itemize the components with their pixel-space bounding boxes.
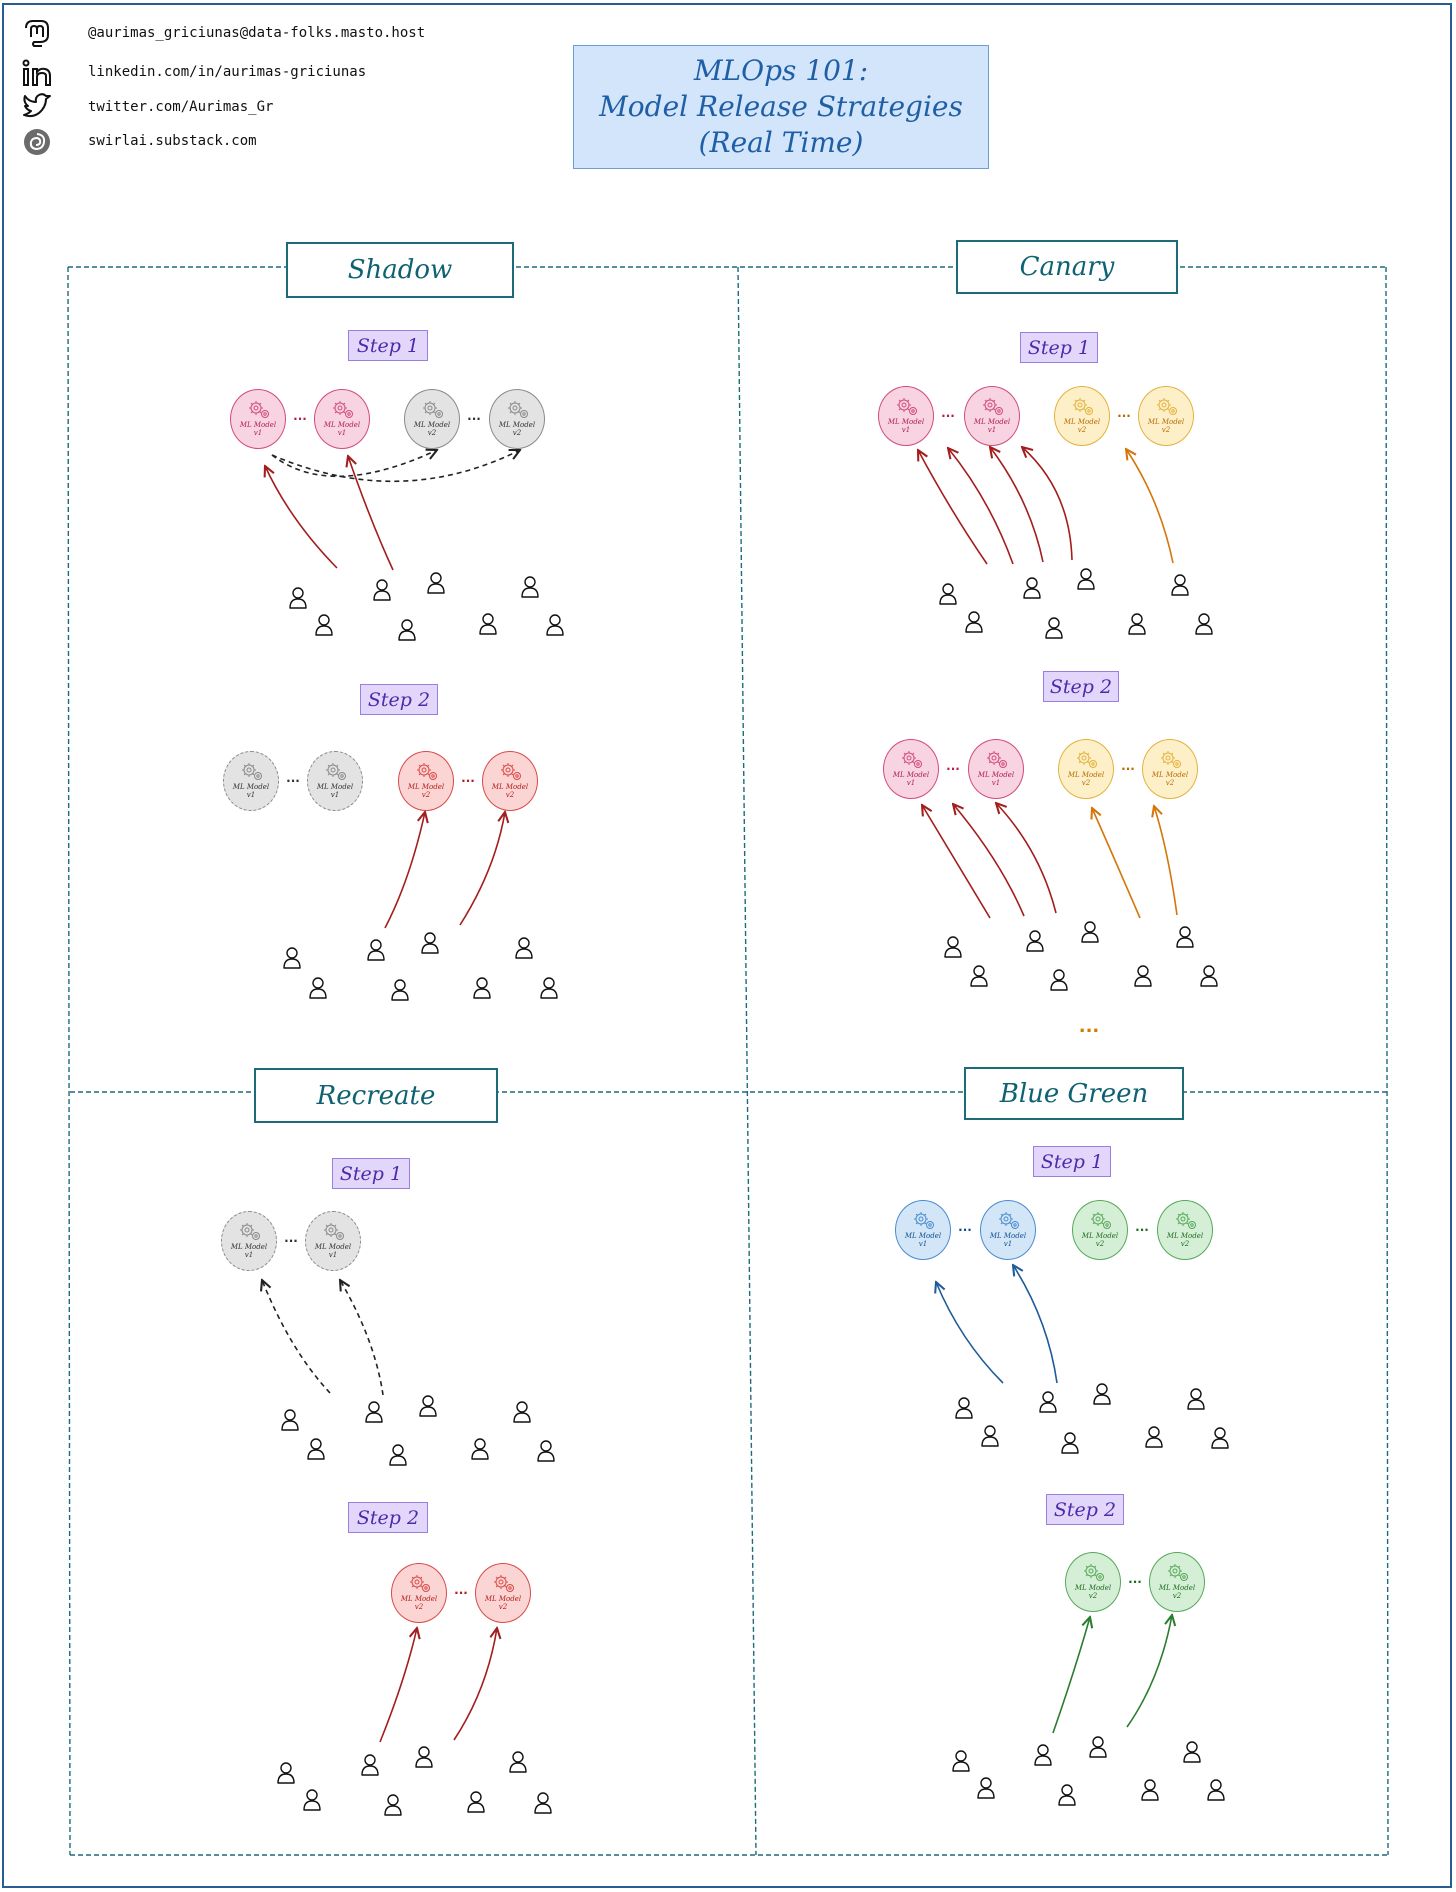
model-version: v2: [427, 429, 437, 437]
user-icon: [397, 618, 417, 642]
user-icon: [302, 1788, 322, 1812]
user-icon: [943, 935, 963, 959]
frame-left: [68, 267, 70, 1855]
user-icon: [1206, 1778, 1226, 1802]
model-name: ML Model: [904, 1232, 942, 1240]
model-name: ML Model: [239, 421, 277, 429]
model-name: ML Model: [1151, 771, 1189, 779]
gear-icon: [506, 399, 530, 421]
model-version: v2: [1165, 779, 1175, 787]
user-icon: [969, 964, 989, 988]
model-version: v1: [918, 1240, 928, 1248]
model-name: ML Model: [1147, 418, 1185, 426]
model-version: v2: [1180, 1240, 1190, 1248]
user-icon: [1182, 1740, 1202, 1764]
gear-icon: [1082, 1562, 1106, 1584]
social-linkedin-text: linkedin.com/in/aurimas-griciunas: [88, 64, 367, 80]
gear-icon: [900, 749, 924, 771]
model-version: v2: [498, 1603, 508, 1611]
bluegreen-step1-arrow: [1013, 1265, 1057, 1383]
bluegreen-step1-model-v1: [980, 1200, 1036, 1260]
gear-icon: [421, 399, 445, 421]
model-name: ML Model: [316, 783, 354, 791]
user-icon: [545, 613, 565, 637]
title-line-2: Model Release Strategies: [599, 90, 963, 123]
user-icon: [1175, 925, 1195, 949]
bluegreen-step1-model-v1: [895, 1200, 951, 1260]
model-version: v1: [244, 1251, 254, 1259]
user-icon: [1025, 929, 1045, 953]
canary-step2-model-v1: [968, 739, 1024, 799]
recreate-step1-arrow: [262, 1280, 330, 1393]
shadow-step1-model-v1: [230, 389, 286, 449]
model-name: ML Model: [323, 421, 361, 429]
canary-step1-arrow: [918, 450, 987, 564]
user-icon: [980, 1424, 1000, 1448]
panel-title-recreate: Recreate: [254, 1068, 498, 1123]
bluegreen-step2-ellipsis: ...: [1128, 1572, 1142, 1586]
shadow-step2-ellipsis: ...: [286, 771, 300, 785]
gear-icon: [895, 396, 919, 418]
social-substack-text: swirlai.substack.com: [88, 133, 257, 149]
model-version: v1: [987, 426, 997, 434]
user-icon: [1092, 1382, 1112, 1406]
gear-icon: [997, 1210, 1021, 1232]
user-icon: [420, 931, 440, 955]
panel-title-blue-green: Blue Green: [964, 1067, 1184, 1120]
user-icon: [288, 586, 308, 610]
model-name: ML Model: [892, 771, 930, 779]
user-icon: [390, 978, 410, 1002]
model-name: ML Model: [1063, 418, 1101, 426]
model-name: ML Model: [989, 1232, 1027, 1240]
gear-icon: [324, 761, 348, 783]
model-name: ML Model: [314, 1243, 352, 1251]
user-icon: [1127, 612, 1147, 636]
model-version: v2: [1077, 426, 1087, 434]
model-version: v2: [1172, 1592, 1182, 1600]
user-icon: [366, 938, 386, 962]
bluegreen-step2-arrow: [1053, 1617, 1090, 1733]
user-icon: [388, 1443, 408, 1467]
recreate-step1-model-v1: [305, 1211, 361, 1271]
user-icon: [1199, 964, 1219, 988]
model-version: v1: [246, 791, 256, 799]
recreate-step2-model-v2: [391, 1563, 447, 1623]
shadow-step1-model-v2: [404, 389, 460, 449]
user-icon: [472, 976, 492, 1000]
shadow-step2-model-v1: [307, 751, 363, 811]
shadow-step-2-label: Step 2: [360, 684, 438, 715]
title-line-1: MLOps 101:: [693, 54, 869, 87]
user-icon: [470, 1437, 490, 1461]
model-version: v1: [901, 426, 911, 434]
canary-step1-ellipsis: ...: [941, 406, 955, 420]
user-icon: [372, 578, 392, 602]
model-version: v2: [1081, 779, 1091, 787]
recreate-step1-ellipsis: ...: [284, 1231, 298, 1245]
model-version: v2: [1161, 426, 1171, 434]
model-version: v1: [328, 1251, 338, 1259]
canary-step2-arrow: [996, 803, 1056, 913]
recreate-step1-model-v1: [221, 1211, 277, 1271]
user-icon: [1186, 1387, 1206, 1411]
bluegreen-step1-ellipsis: ...: [958, 1220, 972, 1234]
shadow-step1-arrow: [265, 466, 337, 568]
user-icon: [276, 1761, 296, 1785]
model-version: v2: [1095, 1240, 1105, 1248]
user-icon: [951, 1749, 971, 1773]
user-icon: [282, 946, 302, 970]
shadow-step1-ellipsis: ...: [293, 409, 307, 423]
bluegreen-step-1-label: Step 1: [1033, 1146, 1111, 1177]
recreate-step2-ellipsis: ...: [454, 1583, 468, 1597]
model-version: v2: [1088, 1592, 1098, 1600]
user-icon: [466, 1790, 486, 1814]
user-icon: [360, 1753, 380, 1777]
user-icon: [414, 1745, 434, 1769]
shadow-step2-ellipsis: ...: [461, 771, 475, 785]
canary-step2-arrow: [1154, 806, 1177, 915]
panel-frames: [68, 267, 1388, 1855]
canary-step1-model-v2: [1054, 386, 1110, 446]
user-icon: [1194, 612, 1214, 636]
shadow-step1-model-v1: [314, 389, 370, 449]
user-icon: [520, 575, 540, 599]
canary-step2-ellipsis: ...: [946, 759, 960, 773]
model-version: v2: [421, 791, 431, 799]
user-icon: [539, 976, 559, 1000]
user-icon: [418, 1394, 438, 1418]
model-name: ML Model: [1081, 1232, 1119, 1240]
shadow-step2-model-v1: [223, 751, 279, 811]
bluegreen-step1-model-v2: [1157, 1200, 1213, 1260]
user-icon: [976, 1776, 996, 1800]
shadow-step2-model-v2: [482, 751, 538, 811]
model-name: ML Model: [887, 418, 925, 426]
panel-title-canary: Canary: [956, 240, 1178, 294]
user-icon: [1049, 968, 1069, 992]
panel-title-shadow: Shadow: [286, 242, 514, 298]
user-icon: [514, 936, 534, 960]
model-name: ML Model: [1074, 1584, 1112, 1592]
canary-step2-arrow: [953, 804, 1024, 916]
gear-icon: [1071, 396, 1095, 418]
user-icon: [280, 1408, 300, 1432]
model-name: ML Model: [1067, 771, 1105, 779]
recreate-step-1-label: Step 1: [332, 1158, 410, 1189]
user-icon: [1088, 1735, 1108, 1759]
gear-icon: [1155, 396, 1179, 418]
user-icon: [964, 610, 984, 634]
gear-icon: [238, 1221, 262, 1243]
shadow-step2-arrow: [460, 812, 505, 925]
recreate-step2-model-v2: [475, 1563, 531, 1623]
model-name: ML Model: [977, 771, 1015, 779]
shadow-step1-ellipsis: ...: [467, 409, 481, 423]
user-icon: [533, 1791, 553, 1815]
user-icon: [1144, 1425, 1164, 1449]
gear-icon: [322, 1221, 346, 1243]
bluegreen-step1-arrow: [936, 1282, 1003, 1383]
model-name: ML Model: [230, 1243, 268, 1251]
canary-step2-model-v2: [1058, 739, 1114, 799]
bluegreen-step1-ellipsis: ...: [1135, 1220, 1149, 1234]
model-version: v1: [330, 791, 340, 799]
model-version: v2: [505, 791, 515, 799]
user-icon: [536, 1439, 556, 1463]
canary-step1-arrow: [990, 447, 1043, 562]
recreate-step1-arrow: [340, 1280, 383, 1395]
canary-step1-model-v2: [1138, 386, 1194, 446]
canary-step1-ellipsis: ...: [1117, 406, 1131, 420]
gear-icon: [1174, 1210, 1198, 1232]
gear-icon: [985, 749, 1009, 771]
gear-icon: [247, 399, 271, 421]
user-icon: [306, 1437, 326, 1461]
user-icon: [1057, 1783, 1077, 1807]
user-icon: [938, 582, 958, 606]
model-name: ML Model: [413, 421, 451, 429]
bluegreen-step-2-label: Step 2: [1046, 1494, 1124, 1525]
model-name: ML Model: [498, 421, 536, 429]
model-name: ML Model: [400, 1595, 438, 1603]
user-icon: [1033, 1743, 1053, 1767]
user-icon: [1038, 1390, 1058, 1414]
gear-icon: [981, 396, 1005, 418]
gear-icon: [408, 1573, 432, 1595]
user-icon: [1076, 567, 1096, 591]
canary-step2-arrow: [1092, 808, 1140, 918]
user-icon: [383, 1793, 403, 1817]
shadow-step-1-label: Step 1: [348, 330, 428, 361]
canary-continuation: ...: [1078, 1016, 1100, 1037]
recreate-step-2-label: Step 2: [348, 1502, 428, 1533]
canary-step2-ellipsis: ...: [1121, 759, 1135, 773]
canary-step1-model-v1: [964, 386, 1020, 446]
bluegreen-step2-model-v2: [1149, 1552, 1205, 1612]
model-name: ML Model: [973, 418, 1011, 426]
shadow-step2-model-v2: [398, 751, 454, 811]
user-icon: [1210, 1426, 1230, 1450]
user-icon: [364, 1400, 384, 1424]
social-twitter-text: twitter.com/Aurimas_Gr: [88, 99, 274, 115]
canary-step1-model-v1: [878, 386, 934, 446]
gear-icon: [415, 761, 439, 783]
user-icon: [426, 571, 446, 595]
user-icon: [308, 976, 328, 1000]
canary-step2-model-v2: [1142, 739, 1198, 799]
model-version: v2: [512, 429, 522, 437]
model-name: ML Model: [232, 783, 270, 791]
social-mastodon-text: @aurimas_griciunas@data-folks.masto.host: [88, 25, 426, 41]
frame-right: [1386, 267, 1388, 1855]
model-version: v1: [1003, 1240, 1013, 1248]
canary-step2-arrow: [922, 805, 990, 918]
user-icon: [1060, 1431, 1080, 1455]
user-icon: [1080, 920, 1100, 944]
recreate-step2-arrow: [454, 1628, 497, 1740]
gear-icon: [499, 761, 523, 783]
bluegreen-step1-model-v2: [1072, 1200, 1128, 1260]
model-name: ML Model: [1166, 1232, 1204, 1240]
gear-icon: [240, 761, 264, 783]
gear-icon: [912, 1210, 936, 1232]
user-icon: [1170, 573, 1190, 597]
model-name: ML Model: [484, 1595, 522, 1603]
model-version: v1: [906, 779, 916, 787]
user-icon: [1140, 1778, 1160, 1802]
user-icon: [512, 1400, 532, 1424]
canary-step1-arrow: [1126, 449, 1173, 563]
bluegreen-step2-arrow: [1127, 1615, 1172, 1727]
canary-step-1-label: Step 1: [1020, 332, 1098, 363]
user-icon: [508, 1750, 528, 1774]
model-version: v1: [253, 429, 263, 437]
recreate-step2-arrow: [380, 1628, 417, 1742]
user-icon: [1044, 616, 1064, 640]
model-version: v1: [337, 429, 347, 437]
gear-icon: [492, 1573, 516, 1595]
gear-icon: [1075, 749, 1099, 771]
model-version: v2: [414, 1603, 424, 1611]
user-icon: [1022, 576, 1042, 600]
canary-step2-model-v1: [883, 739, 939, 799]
shadow-step1-model-v2: [489, 389, 545, 449]
user-icon: [314, 613, 334, 637]
user-icon: [1133, 964, 1153, 988]
model-name: ML Model: [491, 783, 529, 791]
bluegreen-step2-model-v2: [1065, 1552, 1121, 1612]
gear-icon: [1089, 1210, 1113, 1232]
model-name: ML Model: [1158, 1584, 1196, 1592]
model-version: v1: [991, 779, 1001, 787]
model-name: ML Model: [407, 783, 445, 791]
gear-icon: [1166, 1562, 1190, 1584]
frame-vertical-divider: [738, 267, 756, 1855]
user-icon: [954, 1396, 974, 1420]
shadow-step2-arrow: [385, 812, 425, 928]
canary-step-2-label: Step 2: [1043, 671, 1119, 702]
gear-icon: [331, 399, 355, 421]
user-icon: [478, 612, 498, 636]
gear-icon: [1159, 749, 1183, 771]
title-line-3: (Real Time): [698, 126, 864, 159]
canary-step1-arrow: [1022, 447, 1072, 560]
